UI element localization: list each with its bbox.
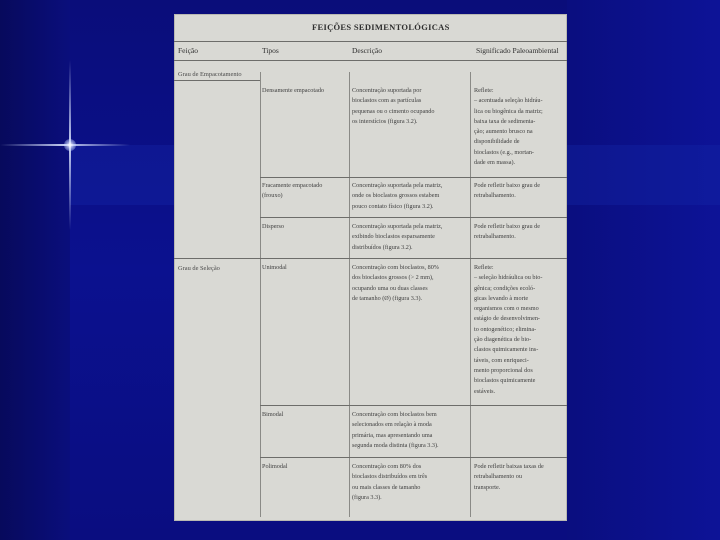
scanned-table-page [174,14,567,521]
section-empacotamento-rule [174,80,260,81]
row-unimodal-descricao: Concentração com bioclastos, 80% dos bioclastos grossos (> 2 mm), ocupando uma ou duas classes de tamanho (Ø) (figura 3.3). [352,264,439,302]
row-bimodal-tipo: Bimodal [262,411,284,418]
row-bimodal-descricao: Concentração com bioclastos bem selecionados em relação à moda primária, mas apresentando uma segunda moda distinta (figura 3.3). [352,411,439,449]
header-top-rule [174,41,567,42]
header-significado: Significado Paleoambiental [476,46,559,55]
table-title: FEIÇÕES SEDIMENTOLÓGICAS [312,22,450,32]
background-left-band [0,0,70,540]
header-tipos: Tipos [262,46,279,55]
row-polimodal-significado: Pode refletir baixas taxas de retrabalhamento ou transporte. [474,463,544,491]
row-unimodal-significado: Reflete: – seleção hidráulica ou bio- gênica; condições ecoló- gicas levando à morte organismos com o mesmo estágio de desenvolvimen- to ontogenético; elimina- ção diagenética de bio- clastos quimicamente ins- táveis, com enriqueci- mento proporcional dos bioclastos quimicamente estáveis. [474,264,543,395]
header-feicao: Feição [178,46,198,55]
header-bottom-rule [174,60,567,61]
row-densamente-significado: Reflete: – acentuada seleção hidráu- lica ou biogênica da matriz; baixa taxa de sedimenta- ção; aumento brusco na disponibilidade de bioclastos (e.g., mortan- dade em massa). [474,87,543,167]
row-rule-frouxo [260,217,567,218]
section-empacotamento: Grau de Empacotamento [178,71,242,78]
background-right-band [567,0,720,540]
header-descricao: Descrição [352,46,382,55]
row-rule-unimodal [260,405,567,406]
section-selecao: Grau de Seleção [178,265,220,272]
row-rule-densamente [260,177,567,178]
row-unimodal-tipo: Unimodal [262,264,287,271]
row-disperso-descricao: Concentração suportada pela matriz, exibindo bioclastos esparsamente distribuídos (figura 3.2). [352,223,443,251]
row-densamente-descricao: Concentração suportada por bioclastos com as partículas pequenas ou o cimento ocupando os interstícios (figura 3.2). [352,87,435,125]
sparkle-icon [64,139,76,151]
section-rule-selecao [174,258,567,259]
row-polimodal-tipo: Polimodal [262,463,288,470]
row-rule-bimodal [260,457,567,458]
row-frouxo-significado: Pode refletir baixo grau de retrabalhamento. [474,182,540,200]
row-densamente-tipo: Densamente empacotado [262,87,325,94]
row-disperso-significado: Pode refletir baixo grau de retrabalhamento. [474,223,540,241]
row-frouxo-tipo: Fracamente empacotado (frouxo) [262,182,323,200]
column-divider-tipos [260,72,261,517]
column-divider-descricao [349,72,350,517]
row-disperso-tipo: Disperso [262,223,284,230]
row-polimodal-descricao: Concentração com 80% dos bioclastos distribuídos em três ou mais classes de tamanho (figura 3.3). [352,463,428,501]
column-divider-significado [470,72,471,517]
row-frouxo-descricao: Concentração suportada pela matriz, onde os bioclastos grossos estabem pouco contato físico (figura 3.2). [352,182,443,210]
